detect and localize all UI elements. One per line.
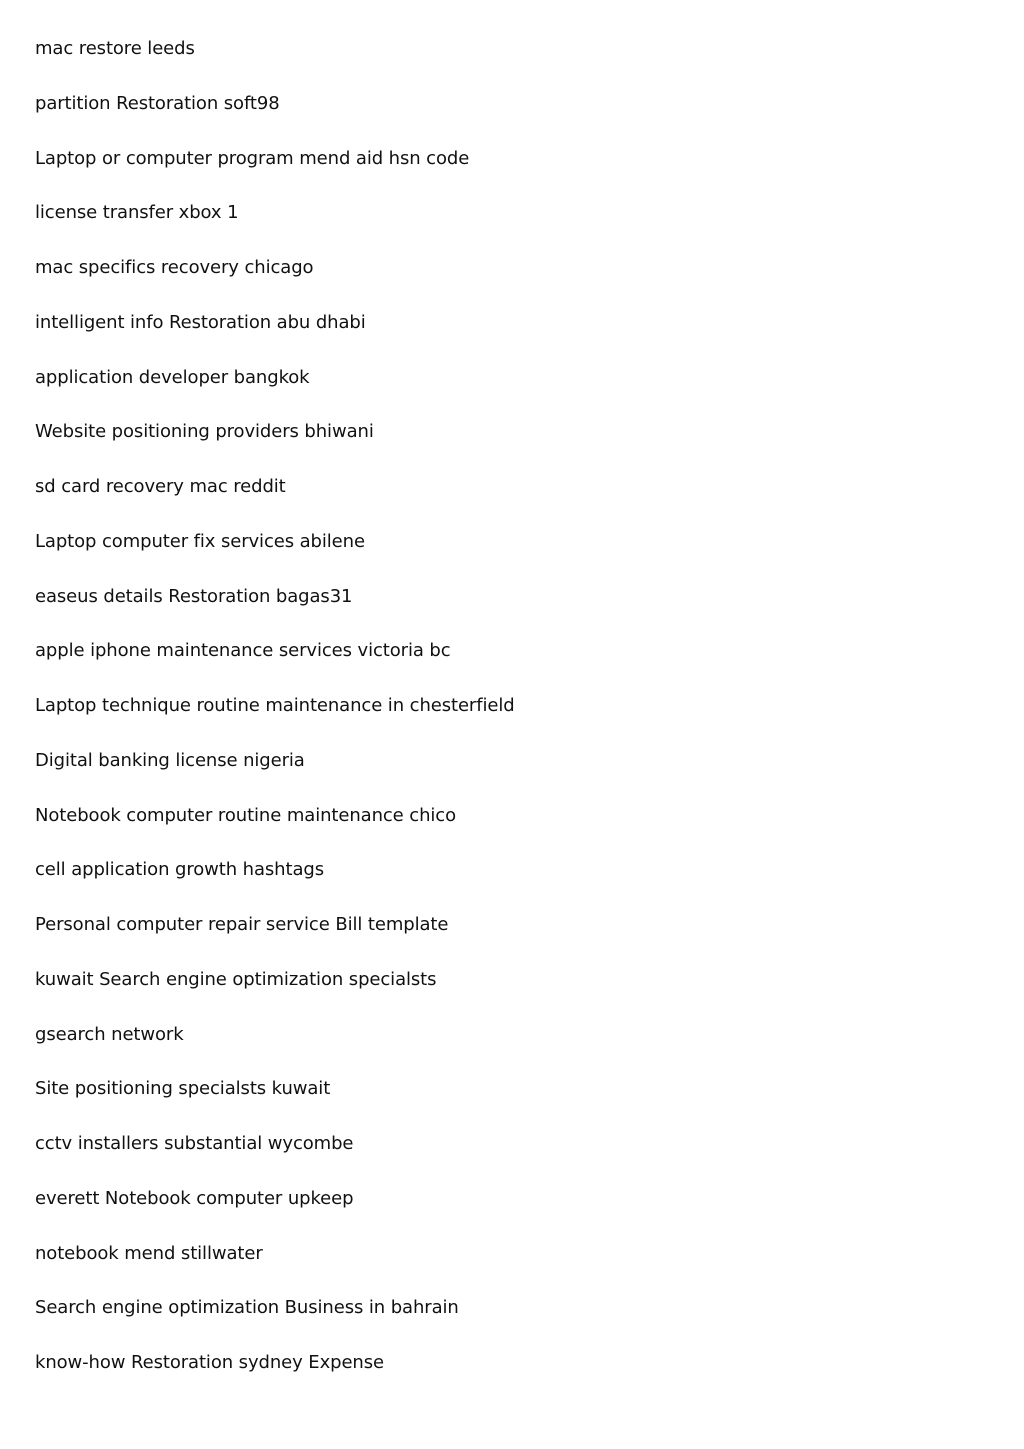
list-item: Laptop technique routine maintenance in chesterfield <box>35 695 515 716</box>
list-item: cell application growth hashtags <box>35 859 324 881</box>
list-item: everett Notebook computer upkeep <box>35 1187 354 1209</box>
list-item: notebook mend stillwater <box>35 1242 263 1264</box>
list-item: mac restore leeds <box>35 38 195 59</box>
keyword-list <box>35 36 1024 1405</box>
list-item: kuwait Search engine optimization specialsts <box>35 968 437 990</box>
list-item: easeus details Restoration bagas31 <box>35 585 353 607</box>
list-item: Website positioning providers bhiwani <box>35 421 374 443</box>
list-item: Site positioning specialsts kuwait <box>35 1078 331 1100</box>
list-item: Laptop or computer program mend aid hsn code <box>35 147 470 169</box>
list-item: Search engine optimization Business in bahrain <box>35 1297 459 1319</box>
list-item: Laptop computer fix services abilene <box>35 530 365 552</box>
list-item: cctv installers substantial wycombe <box>35 1133 354 1154</box>
list-item: intelligent info Restoration abu dhabi <box>35 311 366 333</box>
list-item: Personal computer repair service Bill template <box>35 914 449 935</box>
list-item: know-how Restoration sydney Expense <box>35 1352 384 1373</box>
list-item: partition Restoration soft98 <box>35 92 280 114</box>
list-item: gsearch network <box>35 1023 184 1045</box>
list-item: mac specifics recovery chicago <box>35 257 314 278</box>
list-item: application developer bangkok <box>35 366 310 388</box>
list-item: Notebook computer routine maintenance chico <box>35 804 456 826</box>
list-item: sd card recovery mac reddit <box>35 476 286 497</box>
list-item: Digital banking license nigeria <box>35 749 305 771</box>
list-item: license transfer xbox 1 <box>35 202 239 224</box>
list-item: apple iphone maintenance services victoria bc <box>35 640 451 662</box>
